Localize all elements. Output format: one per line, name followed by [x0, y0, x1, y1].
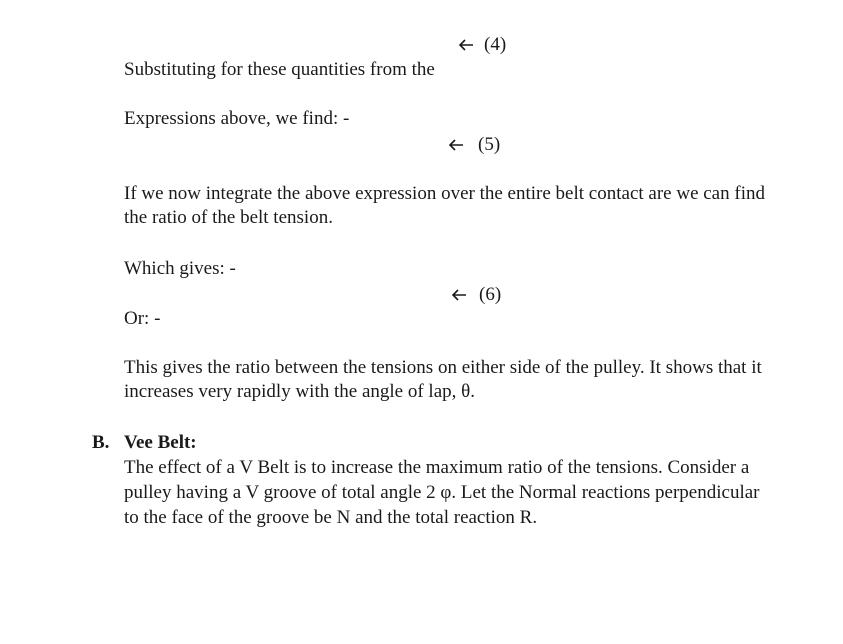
paragraph-integrate-line2: the ratio of the belt tension.: [124, 207, 333, 228]
paragraph-integrate-line1: If we now integrate the above expression over the entire belt contact are we can find: [124, 183, 765, 204]
equation-ref-4: [458, 33, 506, 57]
section-b-line1: The effect of a V Belt is to increase the maximum ratio of the tensions. Consider a: [124, 457, 750, 478]
section-b-line2: pulley having a V groove of total angle 2 φ. Let the Normal reactions perpendicular: [124, 482, 760, 503]
paragraph-ratio-line2: increases very rapidly with the angle of lap, θ.: [124, 381, 475, 402]
section-b-line3: to the face of the groove be N and the total reaction R.: [124, 507, 538, 528]
equation-ref-6: [451, 283, 501, 307]
left-arrow-icon: [451, 288, 467, 302]
left-arrow-icon: [448, 138, 464, 152]
paragraph-expressions: Expressions above, we find: -: [124, 108, 350, 129]
paragraph-which-gives: Which gives: -: [124, 258, 236, 279]
equation-number: (5): [478, 134, 501, 155]
section-title: Vee Belt:: [124, 432, 197, 453]
paragraph-substituting: Substituting for these quantities from the: [124, 59, 435, 80]
equation-number: (4): [484, 34, 507, 55]
section-letter: B.: [92, 432, 110, 453]
equation-ref-5: [448, 133, 500, 157]
equation-number: (6): [479, 284, 502, 305]
paragraph-or: Or: -: [124, 308, 161, 329]
section-b-heading: [92, 431, 197, 455]
left-arrow-icon: [458, 38, 474, 52]
paragraph-ratio-line1: This gives the ratio between the tensions on either side of the pulley. It shows that it: [124, 357, 762, 378]
